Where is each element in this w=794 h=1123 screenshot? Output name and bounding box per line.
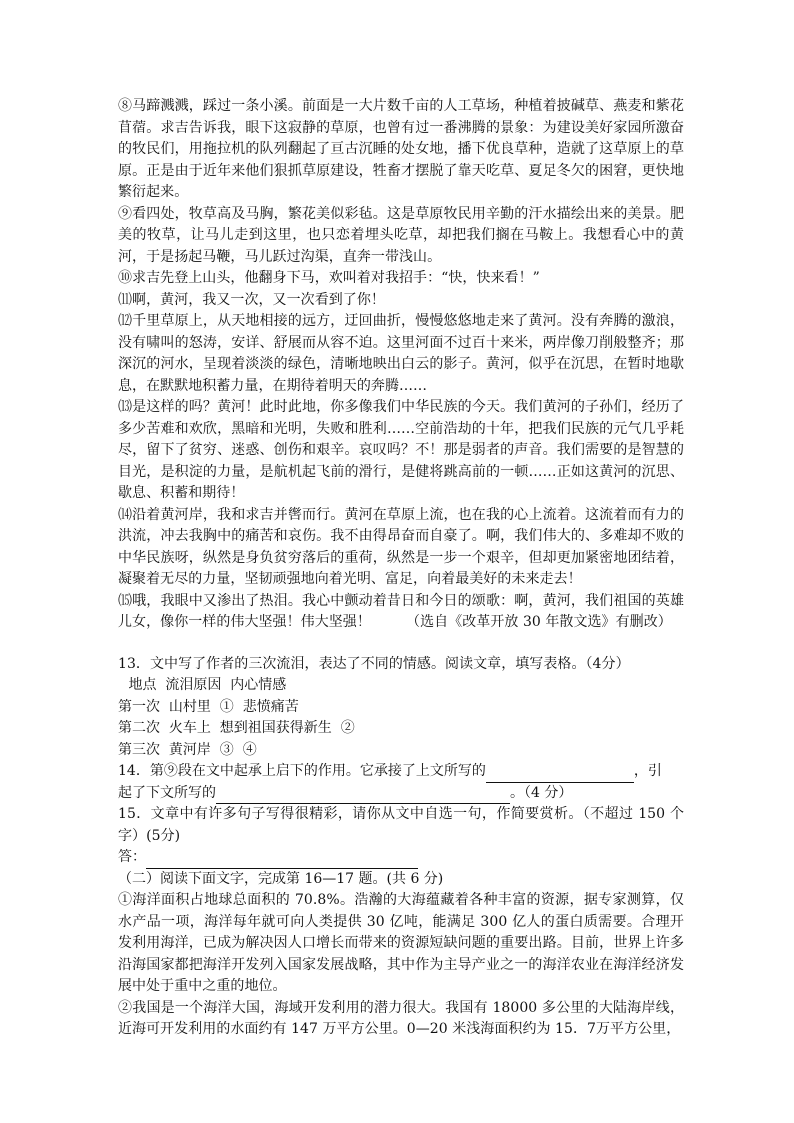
answer-line	[118, 847, 684, 869]
questions-section	[118, 654, 684, 869]
table-row-2: 第二次 火车上 想到祖国获得新生 ②	[118, 720, 355, 736]
answer-blank-1[interactable]	[486, 766, 634, 783]
paragraph-13: ⒀是这样的吗？黄河！此时此地，你多像我们中华民族的今天。我们黄河的子孙们，经历了多少苦难和欢欣，黑暗和光明，失败和胜利……空前浩劫的十年，把我们民族的元气几乎耗尽，留下了贫穷、迷惑、创伤和艰辛。哀叹吗？不！那是弱者的声音。我们需要的是智慧的目光，是积淀的力量，是航机起飞前的滑行，是健将跳高前的一顿……正如这黄河的沉思、歇息、积蓄和期待！	[118, 399, 684, 501]
answer-blank-2[interactable]	[216, 787, 510, 804]
table-header: 地点 流泪原因 内心情感	[124, 677, 287, 693]
question-15: 15．文章中有许多句子写得很精彩，请你从文中自选一句，作简要赏析。（不超过 150 个字）(5分)	[118, 806, 684, 844]
paragraph-9: ⑨看四处，牧草高及马胸，繁花美似彩毡。这是草原牧民用辛勤的汗水描绘出来的美景。肥美的牧草，让马儿走到这里，也只恋着埋头吃草，却把我们搁在马鞍上。我想看心中的黄河，于是扬起马鞭，马儿跃过沟渠，直奔一带浅山。	[118, 205, 684, 265]
paragraph-14: ⒁沿着黄河岸，我和求吉并辔而行。黄河在草原上流，也在我的心上流着。这流着而有力的洪流，冲去我胸中的痛苦和哀伤。我不由得昂奋而自豪了。啊，我们伟大的、多难却不败的中华民族呀，纵然是身负贫穷落后的重荷，纵然是一步一个艰辛，但却更加紧密地团结着，凝聚着无尽的力量，坚韧顽强地向着光明、富足，向着最美好的未来走去！	[118, 506, 684, 587]
paragraph-12: ⑿千里草原上，从天地相接的远方，迂回曲折，慢慢悠悠地走来了黄河。没有奔腾的激浪，没有啸叫的怒涛，安详、舒展而从容不迫。这里河面不过百十来米，两岸像刀削般整齐；那深沉的河水，呈现着淡淡的绿色，清晰地映出白云的影子。黄河，似乎在沉思，在暂时地歇息，在默默地积蓄力量，在期待着明天的奔腾……	[118, 313, 684, 394]
paragraph-8: ⑧马蹄溅溅，踩过一条小溪。前面是一大片数千亩的人工草场，种植着披碱草、燕麦和紫花苜蓿。求吉告诉我，眼下这寂静的草原，也曾有过一番沸腾的景象：为建设美好家园所激奋的牧民们，用拖拉机的队列翻起了亘古沉睡的处女地，播下优良草种，造就了这草原上的草原。正是由于近年来他们狠抓草原建设，牲畜才摆脱了靠天吃草、夏足冬欠的困窘，更快地繁衍起来。	[118, 98, 684, 200]
question-14-line-1	[118, 761, 684, 783]
question-13: 13．文中写了作者的三次流泪，表达了不同的情感。阅读文章，填写表格。（4分）	[118, 655, 630, 672]
answer-label: 答：	[118, 849, 146, 865]
paragraph-15: ⒂哦，我眼中又渗出了热泪。我心中颤动着昔日和今日的颂歌：啊，黄河，我们祖国的英雄儿女，像你一样的伟大坚强！伟大坚强！ （选自《改革开放 30 年散文选》有删改）	[118, 592, 684, 630]
paragraph-10: ⑩求吉先登上山头，他翻身下马，欢叫着对我招手：“快，快来看！”	[118, 270, 540, 286]
question-14-text-a: 14．第⑨段在文中起承上启下的作用。它承接了上文所写的	[118, 763, 486, 779]
document-page	[118, 96, 684, 1041]
section-2-paragraph-2: ②我国是一个海洋大国，海域开发利用的潜力很大。我国有 18000 多公里的大陆海岸线，近海可开发利用的水面约有 147 万平方公里。0—20 米浅海面积约为 15．7万平方公里，	[118, 999, 684, 1037]
table-row-1: 第一次 山村里 ① 悲愤痛苦	[118, 698, 299, 715]
passage-reading	[118, 96, 684, 634]
answer-blank-3[interactable]	[146, 852, 418, 869]
question-14-line-2	[118, 783, 684, 805]
paragraph-11: ⑾啊，黄河，我又一次，又一次看到了你！	[118, 291, 385, 308]
section-2-heading: （二）阅读下面文字，完成第 16—17 题。(共 6 分)	[118, 870, 444, 887]
question-14-text-b: ，引	[633, 763, 662, 779]
question-14-text-d: 。（4 分）	[510, 784, 573, 801]
section-2	[118, 869, 684, 1041]
question-14-text-c: 起了下文所写的	[118, 784, 216, 801]
section-2-paragraph-1: ①海洋面积占地球总面积的 70.8%。浩瀚的大海蕴藏着各种丰富的资源，据专家测算，仅水产品一项，海洋每年就可向人类提供 30 亿吨，能满足 300 亿人的蛋白质需要。合理开发利用海洋，已成为解决因人口增长而带来的资源短缺问题的重要出路。目前，世界上许多沿海国家都把海洋开发列入国家发展战略，其中作为主导产业之一的海洋农业在海洋经济发展中处于重中之重的地位。	[118, 892, 684, 994]
table-row-3: 第三次 黄河岸 ③ ④	[118, 741, 257, 758]
